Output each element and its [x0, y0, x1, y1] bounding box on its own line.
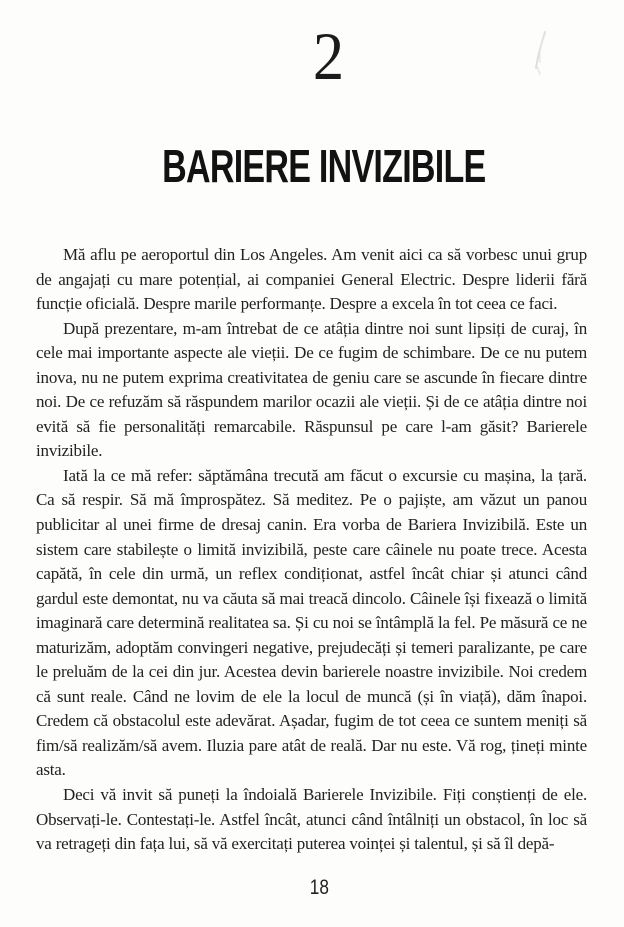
chapter-title: BARIERE INVIZIBILE [162, 140, 486, 192]
body-text [36, 243, 587, 857]
paragraph-1: Mă aflu pe aeroportul din Los Angeles. Am venit aici ca să vorbesc unui grup de angajați cu mare potențial, ai companiei General Electric. Despre liderii fără funcție oficială. Despre marile performanțe. Despre a excela în tot ceea ce faci. [36, 245, 587, 314]
paragraph-3: Iată la ce mă refer: săptămâna trecută am făcut o excursie cu mașina, la țară. Ca să respir. Să mă împrospătez. Să meditez. Pe o pajiște, am văzut un panou publicitar al unei firme de dresaj canin. Era vorba de Bariera Invizibilă. Este un sistem care stabilește o limită invizibilă, peste care câinele nu poate trece. Acesta capătă, în cele din urmă, un reflex condiționat, astfel încât chiar și atunci când gardul este demontat, nu va căuta să mai treacă dincolo. Câinele își fixează o limită imaginară care determină realitatea sa. Și cu noi se întâmplă la fel. Pe măsură ce ne maturizăm, adoptăm convingeri negative, prejudecăți și temeri paralizante, pe care le preluăm de la cei din jur. Acestea devin barierele noastre invizibile. Noi credem că sunt reale. Când ne lovim de ele la locul de muncă (și în viață), dăm înapoi. Credem că obstacolul este adevărat. Așadar, fugim de tot ceea ce suntem meniți să fim/să realizăm/să avem. Iluzia pare atât de reală. Dar nu este. Vă rog, țineți minte asta. [36, 465, 587, 780]
pencil-mark-artifact [525, 28, 559, 82]
page-number: 18 [309, 876, 329, 899]
paragraph-2: După prezentare, m-am întrebat de ce atâția dintre noi sunt lipsiți de curaj, în cele mai importante aspecte ale vieții. De ce fugim de schimbare. De ce nu putem inova, nu ne putem exprima creativitatea de geniu care se ascunde în fiecare dintre noi. De ce refuzăm să răspundem marilor ocazii ale vieții. Și de ce atâția dintre noi evită să fie personalități remarcabile. Răspunsul pe care l-am găsit? Barierele invizibile. [36, 318, 587, 461]
chapter-number: 2 [312, 18, 345, 94]
paragraph-4: Deci vă invit să puneți la îndoială Barierele Invizibile. Fiți conștienți de ele. Observați-le. Contestați-le. Astfel încât, atunci când întâlniți un obstacol, în loc să va retrageți din fața lui, să vă exercitați puterea voinței și talentul, și să îl depă- [36, 785, 587, 854]
